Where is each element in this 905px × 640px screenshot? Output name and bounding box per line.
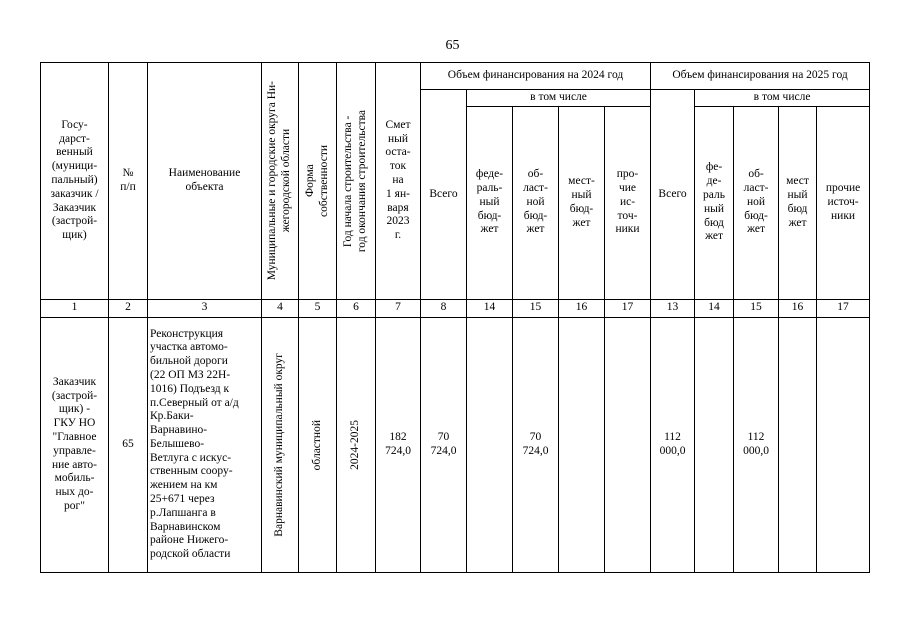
header-other-2024: про- чие ис- точ- ники [605,106,651,299]
column-number: 14 [695,299,734,317]
page-number: 65 [445,38,460,53]
header-years [337,63,376,300]
column-number: 7 [376,299,421,317]
row-object-name: Реконструкция участка автомо- бильной дороги (22 ОП МЗ 22Н- 1016) Подъезд к п.Северный от а/д Кр.Баки- Варнавино- Белышево- Ветлуга с искус- ственным соору- жением на км 25+671 через р.Лапшанга в Варнавинском районе Нижего- родской области [148,317,262,572]
header-group-2024: Объем финансирования на 2024 год [421,63,651,90]
header-ownership [299,63,337,300]
header-local-2025: мест ный бюд жет [779,106,817,299]
table-row [41,317,870,572]
column-number: 13 [651,299,695,317]
row-ownership [299,317,337,572]
column-number: 8 [421,299,467,317]
row-local-2025 [779,317,817,572]
row-federal-2025 [695,317,734,572]
column-number: 2 [109,299,148,317]
column-number: 14 [467,299,513,317]
header-incl-2025: в том числе [695,90,870,107]
row-years [337,317,376,572]
header-local-2024: мест- ный бюд- жет [559,106,605,299]
header-object-name: Наименование объекта [148,63,262,300]
header-customer: Госу- дарст- венный (муници- пальный) заказчик / Заказчик (застрой- щик) [41,63,109,300]
column-number: 15 [513,299,559,317]
header-municipality [262,63,299,300]
column-number: 17 [817,299,870,317]
column-number: 16 [779,299,817,317]
header-other-2025: прочие источ- ники [817,106,870,299]
column-number: 16 [559,299,605,317]
row-number: 65 [109,317,148,572]
row-remainder: 182 724,0 [376,317,421,572]
row-municipality [262,317,299,572]
header-total-2024: Всего [421,90,467,300]
row-total-2024: 70 724,0 [421,317,467,572]
header-regional-2024: об- ласт- ной бюд- жет [513,106,559,299]
header-group-2025: Объем финансирования на 2025 год [651,63,870,90]
row-total-2025: 112 000,0 [651,317,695,572]
column-number: 15 [734,299,779,317]
row-regional-2025: 112 000,0 [734,317,779,572]
row-ownership-text: областной [310,419,323,470]
header-remainder: Смет ный оста- ток на 1 ян- варя 2023 г. [376,63,421,300]
header-federal-2025: фе- де- раль ный бюд жет [695,106,734,299]
column-number: 5 [299,299,337,317]
header-regional-2025: об- ласт- ной бюд- жет [734,106,779,299]
row-federal-2024 [467,317,513,572]
row-local-2024 [559,317,605,572]
header-federal-2024: феде- раль- ный бюд- жет [467,106,513,299]
row-municipality-text: Варнавинский муниципальный округ [273,352,286,537]
column-numbers-row [41,299,870,317]
header-incl-2024: в том числе [467,90,651,107]
column-number: 6 [337,299,376,317]
column-number: 1 [41,299,109,317]
column-number: 17 [605,299,651,317]
header-municipality-text: Муниципальные и городские округа Ни- жегородской области [266,81,292,281]
row-other-2024 [605,317,651,572]
header-ownership-text: Форма собственности [303,144,330,217]
column-number: 3 [148,299,262,317]
row-regional-2024: 70 724,0 [513,317,559,572]
financing-table [40,62,870,573]
row-customer: Заказчик (застрой- щик) - ГКУ НО "Главное управле- ние авто- мобиль- ных до- рог" [41,317,109,572]
header-years-text: Год начала строительства - год окончания строительства [342,109,368,252]
row-other-2025 [817,317,870,572]
row-years-text: 2024-2025 [349,419,362,470]
header-row-1 [41,63,870,90]
header-total-2025: Всего [651,90,695,300]
header-number: № п/п [109,63,148,300]
column-number: 4 [262,299,299,317]
